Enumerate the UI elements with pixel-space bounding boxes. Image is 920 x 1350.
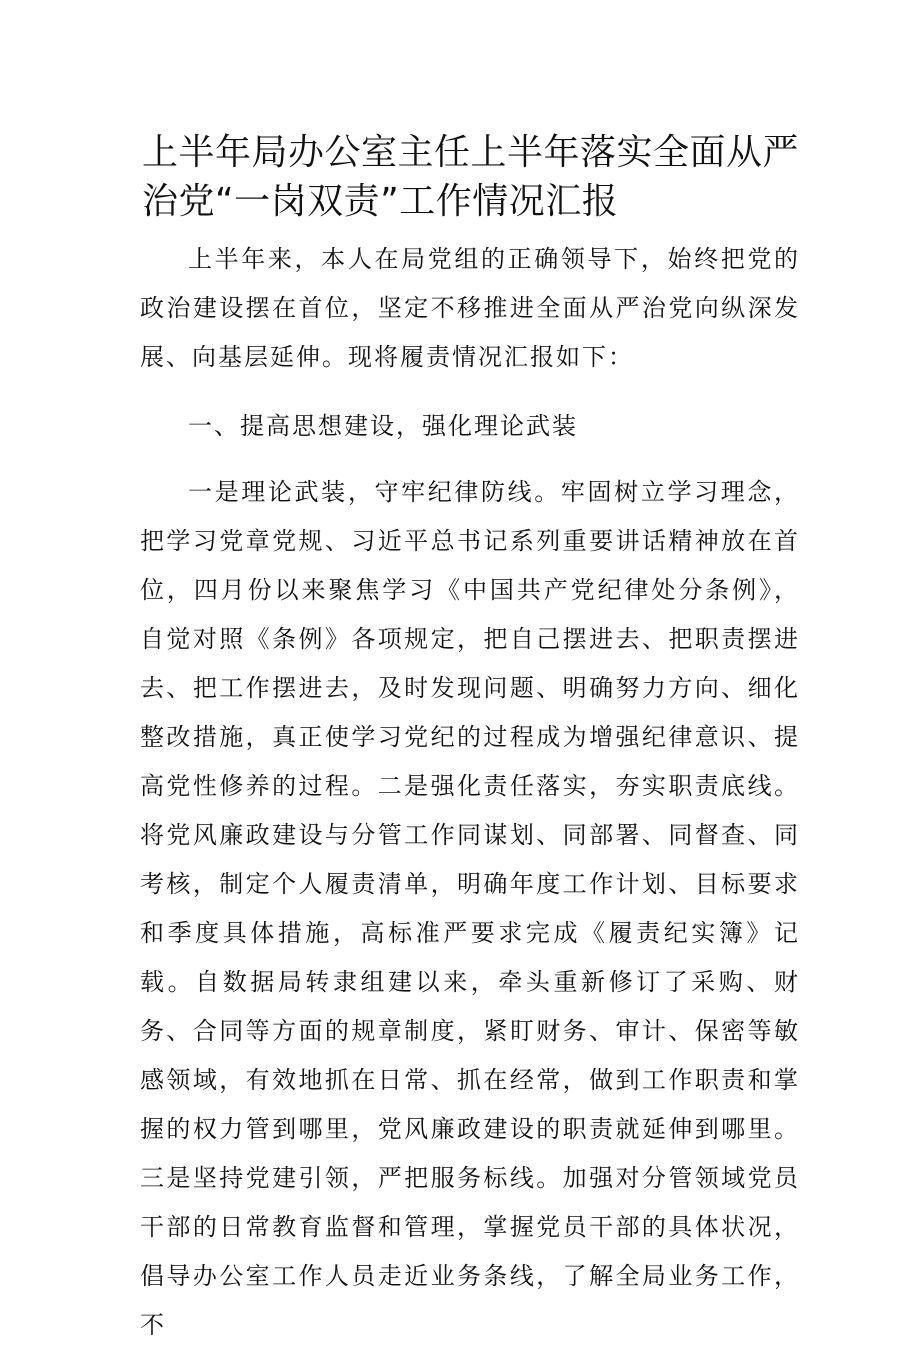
document-body	[140, 235, 800, 1350]
body-paragraph: 一是理论武装，守牢纪律防线。牢固树立学习理念，把学习党章党规、习近平总书记系列重要讲话精神放在首位，四月份以来聚焦学习《中国共产党纪律处分条例》，自觉对照《条例》各项规定，把自己摆进去、把职责摆进去、把工作摆进去，及时发现问题、明确努力方向、细化整改措施，真正使学习党纪的过程成为增强纪律意识、提高党性修养的过程。二是强化责任落实，夯实职责底线。将党风廉政建设与分管工作同谋划、同部署、同督查、同考核，制定个人履责清单，明确年度工作计划、目标要求和季度具体措施，高标准严要求完成《履责纪实簿》记载。自数据局转隶组建以来，牵头重新修订了采购、财务、合同等方面的规章制度，紧盯财务、审计、保密等敏感领域，有效地抓在日常、抓在经常，做到工作职责和掌握的权力管到哪里，党风廉政建设的职责就延伸到哪里。三是坚持党建引领，严把服务标线。加强对分管领域党员干部的日常教育监督和管理，掌握党员干部的具体状况，倡导办公室工作人员走近业务条线，了解全局业务工作，不	[140, 478, 800, 1339]
intro-paragraph: 上半年来，本人在局党组的正确领导下，始终把党的政治建设摆在首位，坚定不移推进全面从严治党向纵深发展、向基层延伸。现将履责情况汇报如下：	[140, 245, 800, 371]
section-heading: 一、提高思想建设，强化理论武装	[188, 412, 578, 440]
document-title: 上半年局办公室主任上半年落实全面从严治党“一岗双责”工作情况汇报	[142, 132, 800, 222]
